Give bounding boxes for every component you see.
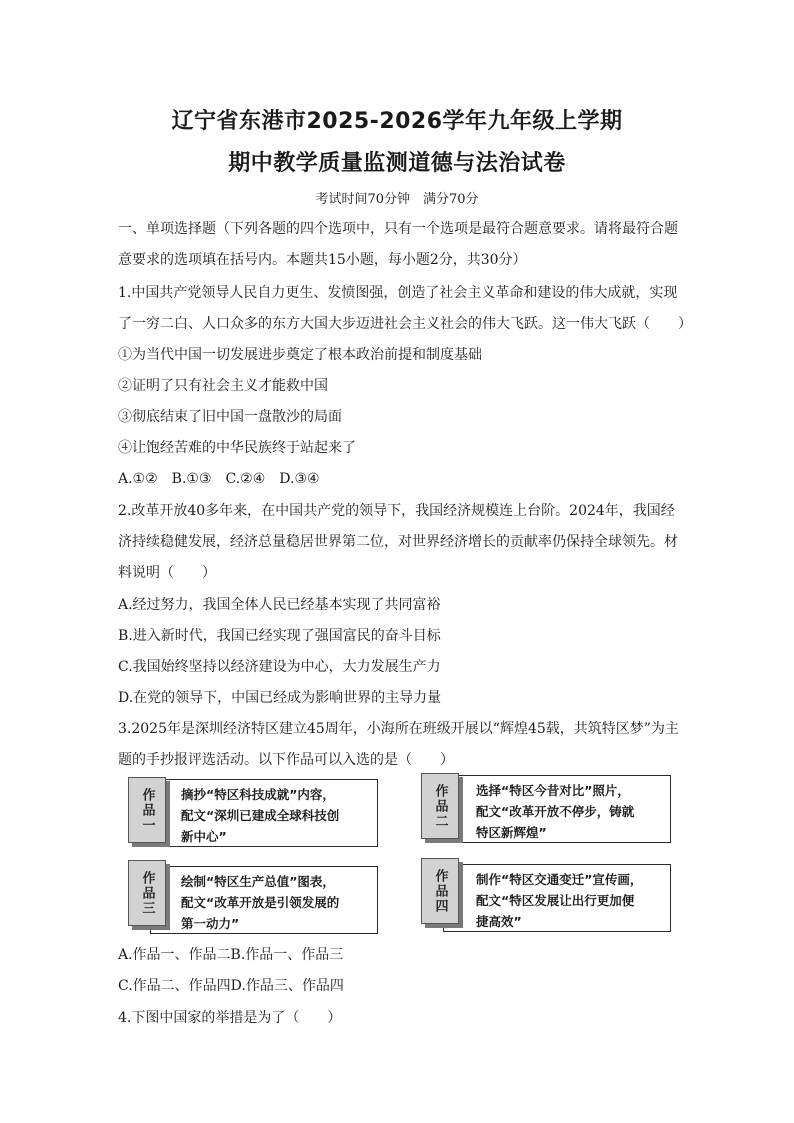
section1-intro-line2: 意要求的选项填在括号内。本题共15小题，每小题2分，共30分）	[118, 252, 527, 268]
q3-work-card-3-tab: 作品三	[128, 860, 166, 926]
q2-option-a: A.经过努力，我国全体人民已经基本实现了共同富裕	[118, 597, 441, 613]
q3-work-card-4-tab: 作品四	[421, 858, 459, 924]
q2-option-b: B.进入新时代，我国已经实现了强国富民的奋斗目标	[118, 628, 441, 644]
q1-choices: A.①② B.①③ C.②④ D.③④	[118, 471, 320, 487]
q2-stem-line3: 料说明（ ）	[118, 565, 216, 581]
exam-info: 考试时间70分钟 满分70分	[315, 192, 479, 207]
q1-option-4: ④让饱经苦难的中华民族终于站起来了	[118, 440, 356, 456]
q3-work-card-2-line1: 选择“特区今昔对比”照片，	[476, 783, 630, 798]
q1-option-2: ②证明了只有社会主义才能救中国	[118, 378, 328, 394]
q3-stem-line1: 3.2025年是深圳经济特区建立45周年，小海所在班级开展以“辉煌45载，共筑特区梦”为主	[118, 721, 679, 737]
q3-work-card-3-line2: 配文“改革开放是引领发展的	[181, 895, 340, 910]
q2-stem-line2: 济持续稳健发展，经济总量稳居世界第二位，对世界经济增长的贡献率仍保持全球领先。材	[118, 534, 678, 550]
q1-option-1: ①为当代中国一切发展进步奠定了根本政治前提和制度基础	[118, 347, 482, 363]
q3-stem-line2: 题的手抄报评选活动。以下作品可以入选的是（ ）	[118, 752, 454, 768]
q3-work-card-4-line1: 制作“特区交通变迁”宣传画，	[476, 872, 643, 887]
exam-title-line1: 辽宁省东港市2025-2026学年九年级上学期	[171, 109, 623, 134]
q1-stem-line2: 了一穷二白、人口众多的东方大国大步迈进社会主义社会的伟大飞跃。这一伟大飞跃（ ）	[118, 316, 692, 332]
q2-option-c: C.我国始终坚持以经济建设为中心，大力发展生产力	[118, 659, 441, 675]
section1-intro-line1: 一、单项选择题（下列各题的四个选项中，只有一个选项是最符合题意要求。请将最符合题	[118, 221, 678, 237]
q3-work-card-3-line1: 绘制“特区生产总值”图表，	[181, 874, 335, 889]
q1-stem-line1: 1.中国共产党领导人民自力更生、发愤图强，创造了社会主义革命和建设的伟大成就，实现	[118, 285, 678, 301]
q3-work-card-2-tab: 作品二	[421, 773, 459, 839]
q1-option-3: ③彻底结束了旧中国一盘散沙的局面	[118, 409, 342, 425]
q3-choices-line2: C.作品二、作品四D.作品三、作品四	[118, 978, 344, 994]
q3-work-card-1-line3: 新中心”	[181, 829, 227, 844]
exam-title-line2: 期中教学质量监测道德与法治试卷	[228, 151, 566, 176]
q3-work-card-2-line3: 特区新辉煌”	[476, 825, 547, 840]
q3-choices-line1: A.作品一、作品二B.作品一、作品三	[118, 947, 344, 963]
q3-work-card-4-line3: 捷高效”	[476, 914, 522, 929]
q2-option-d: D.在党的领导下，中国已经成为影响世界的主导力量	[118, 690, 442, 706]
q3-work-card-3-line3: 第一动力”	[181, 916, 240, 931]
q3-work-card-2-line2: 配文“改革开放不停步，铸就	[476, 804, 635, 819]
q3-work-card-4-line2: 配文“特区发展让出行更加便	[476, 893, 635, 908]
q4-stem: 4.下图中国家的举措是为了（ ）	[118, 1010, 342, 1026]
q3-work-card-1-line1: 摘抄“特区科技成就”内容，	[181, 787, 335, 802]
q2-stem-line1: 2.改革开放40多年来，在中国共产党的领导下，我国经济规模连上台阶。2024年，我国经	[118, 503, 675, 519]
q3-work-card-1-tab: 作品一	[128, 777, 166, 843]
q3-work-card-1-line2: 配文“深圳已建成全球科技创	[181, 808, 340, 823]
